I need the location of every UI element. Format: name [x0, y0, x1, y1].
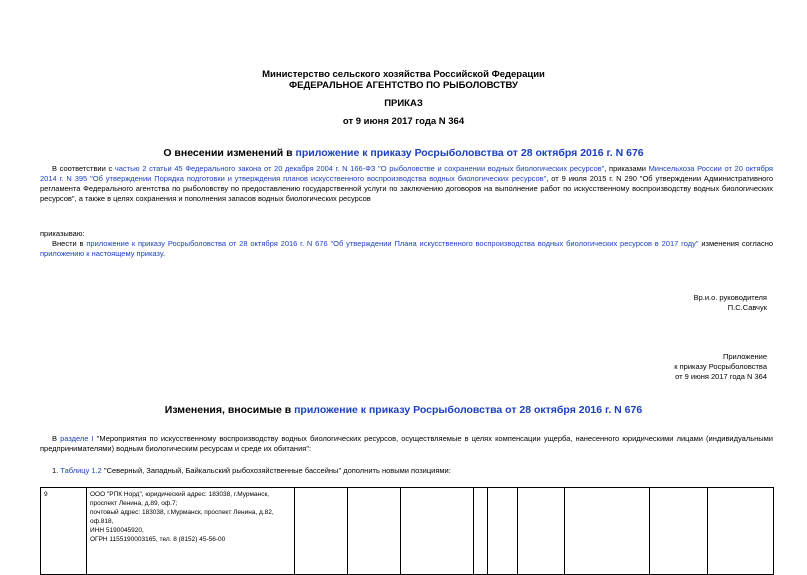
subject-prefix: О внесении изменений в [163, 147, 296, 159]
changes-title-prefix: Изменения, вносимые в [164, 404, 295, 416]
section-paragraph [40, 434, 773, 454]
section-link[interactable]: разделе I [60, 434, 94, 443]
table-intro-paragraph [40, 466, 451, 476]
order-paragraph [40, 239, 773, 259]
table-cell-empty [401, 488, 474, 575]
agency-name: ФЕДЕРАЛЬНОЕ АГЕНТСТВО ПО РЫБОЛОВСТВУ [289, 80, 518, 91]
order-text-3: . [162, 249, 165, 258]
preamble-link-order[interactable]: Минсельхоза России от 20 октября 2014 г. N 395 "Об утверждении Порядка подготовки и утверждения планов искусственного воспроизводства водных биологических ресурсов" [40, 164, 773, 183]
order-link-appendix[interactable]: приложение к приказу Росрыболовства от 28 октября 2016 г. N 676 "Об утверждении Плана искусственного воспроизводства водных биологических ресурсов в 2017 году" [86, 239, 699, 248]
appendix-line-1: Приложение [723, 352, 767, 361]
table-cell-empty [518, 488, 565, 575]
preamble-link-law[interactable]: частью 2 статьи 45 Федерального закона от 20 декабря 2004 г. N 166-ФЗ "О рыболовстве и сохранении водных биологических ресурсов" [114, 164, 605, 173]
appendix-line-3: от 9 июня 2017 года N 364 [675, 372, 767, 381]
table-cell-organization [87, 488, 295, 575]
table-cell-empty [348, 488, 401, 575]
org-line: почтовый адрес: 183038, г.Мурманск, проспект Ленина, д.82, оф.818, [90, 509, 274, 525]
positions-table [40, 487, 774, 575]
preamble-paragraph [40, 164, 773, 204]
changes-title-link[interactable]: приложение к приказу Росрыболовства от 28 октября 2016 г. N 676 [294, 404, 643, 416]
subject-link[interactable]: приложение к приказу Росрыболовства от 28 октября 2016 г. N 676 [295, 147, 644, 159]
preamble-text-2: , приказами [604, 164, 649, 173]
table-row [41, 488, 774, 575]
table-cell-number: 9 [41, 488, 87, 575]
table-cell-empty [488, 488, 518, 575]
table-intro-text-1: 1. [52, 466, 61, 475]
order-text-2: изменения согласно [698, 239, 774, 248]
appendix-header [674, 352, 767, 382]
org-line: ОГРН 1155190003165, тел. 8 (8152) 45-56-00 [90, 536, 226, 543]
appendix-line-2: к приказу Росрыболовства [674, 362, 767, 371]
preamble-text-3: , от 9 июля 2015 г. N 290 "Об утверждении Административного регламента Федерального агентства по рыболовству по предоставлению государственной услуги по заключению договоров на выполнение работ по искусственному воспроизводству водных биологических ресурсов" [40, 174, 773, 203]
document-date-number: от 9 июня 2017 года N 364 [342, 116, 465, 127]
signature-position: Вр.и.о. руководителя [693, 293, 767, 302]
ministry-name: Министерство сельского хозяйства Российской Федерации [262, 69, 545, 80]
preamble-text-4: , а также в целях сохранения и пополнения запасов водных биологических ресурсов [74, 194, 371, 203]
document-type: ПРИКАЗ [384, 98, 423, 109]
document-subject [0, 147, 807, 159]
signature-name: П.С.Савчук [727, 303, 767, 312]
org-line: ООО "РПК Норд", юридический адрес: 183038, г.Мурманск, проспект Ленина, д.89, оф.7; [90, 491, 270, 507]
order-word: приказываю: [40, 229, 85, 238]
table-intro-link[interactable]: Таблицу 1.2 [60, 466, 102, 475]
table-cell-empty [295, 488, 348, 575]
section-text-1: В [52, 434, 61, 443]
signature-block [694, 293, 767, 313]
org-line: ИНН 5190045920, [90, 527, 144, 534]
table-cell-empty [565, 488, 650, 575]
table-cell-empty [650, 488, 708, 575]
section-text-2: "Мероприятия по искусственному воспроизводству водных биологических ресурсов, осуществляемые в целях компенсации ущерба, нанесенного юридическими лицами (индивидуальными предпринимателями) водным биологическим ресурсам и среде их обитания": [40, 434, 773, 453]
table-cell-empty [708, 488, 774, 575]
preamble-text-1: В соответствии с [52, 164, 115, 173]
order-text-1: Внести в [52, 239, 87, 248]
changes-title [0, 404, 807, 416]
table-intro-text-2: "Северный, Западный, Байкальский рыбохозяйственные бассейны" дополнить новыми позициями: [101, 466, 451, 475]
table-cell-empty [474, 488, 488, 575]
order-link-attachment[interactable]: приложению к настоящему приказу [40, 249, 163, 258]
